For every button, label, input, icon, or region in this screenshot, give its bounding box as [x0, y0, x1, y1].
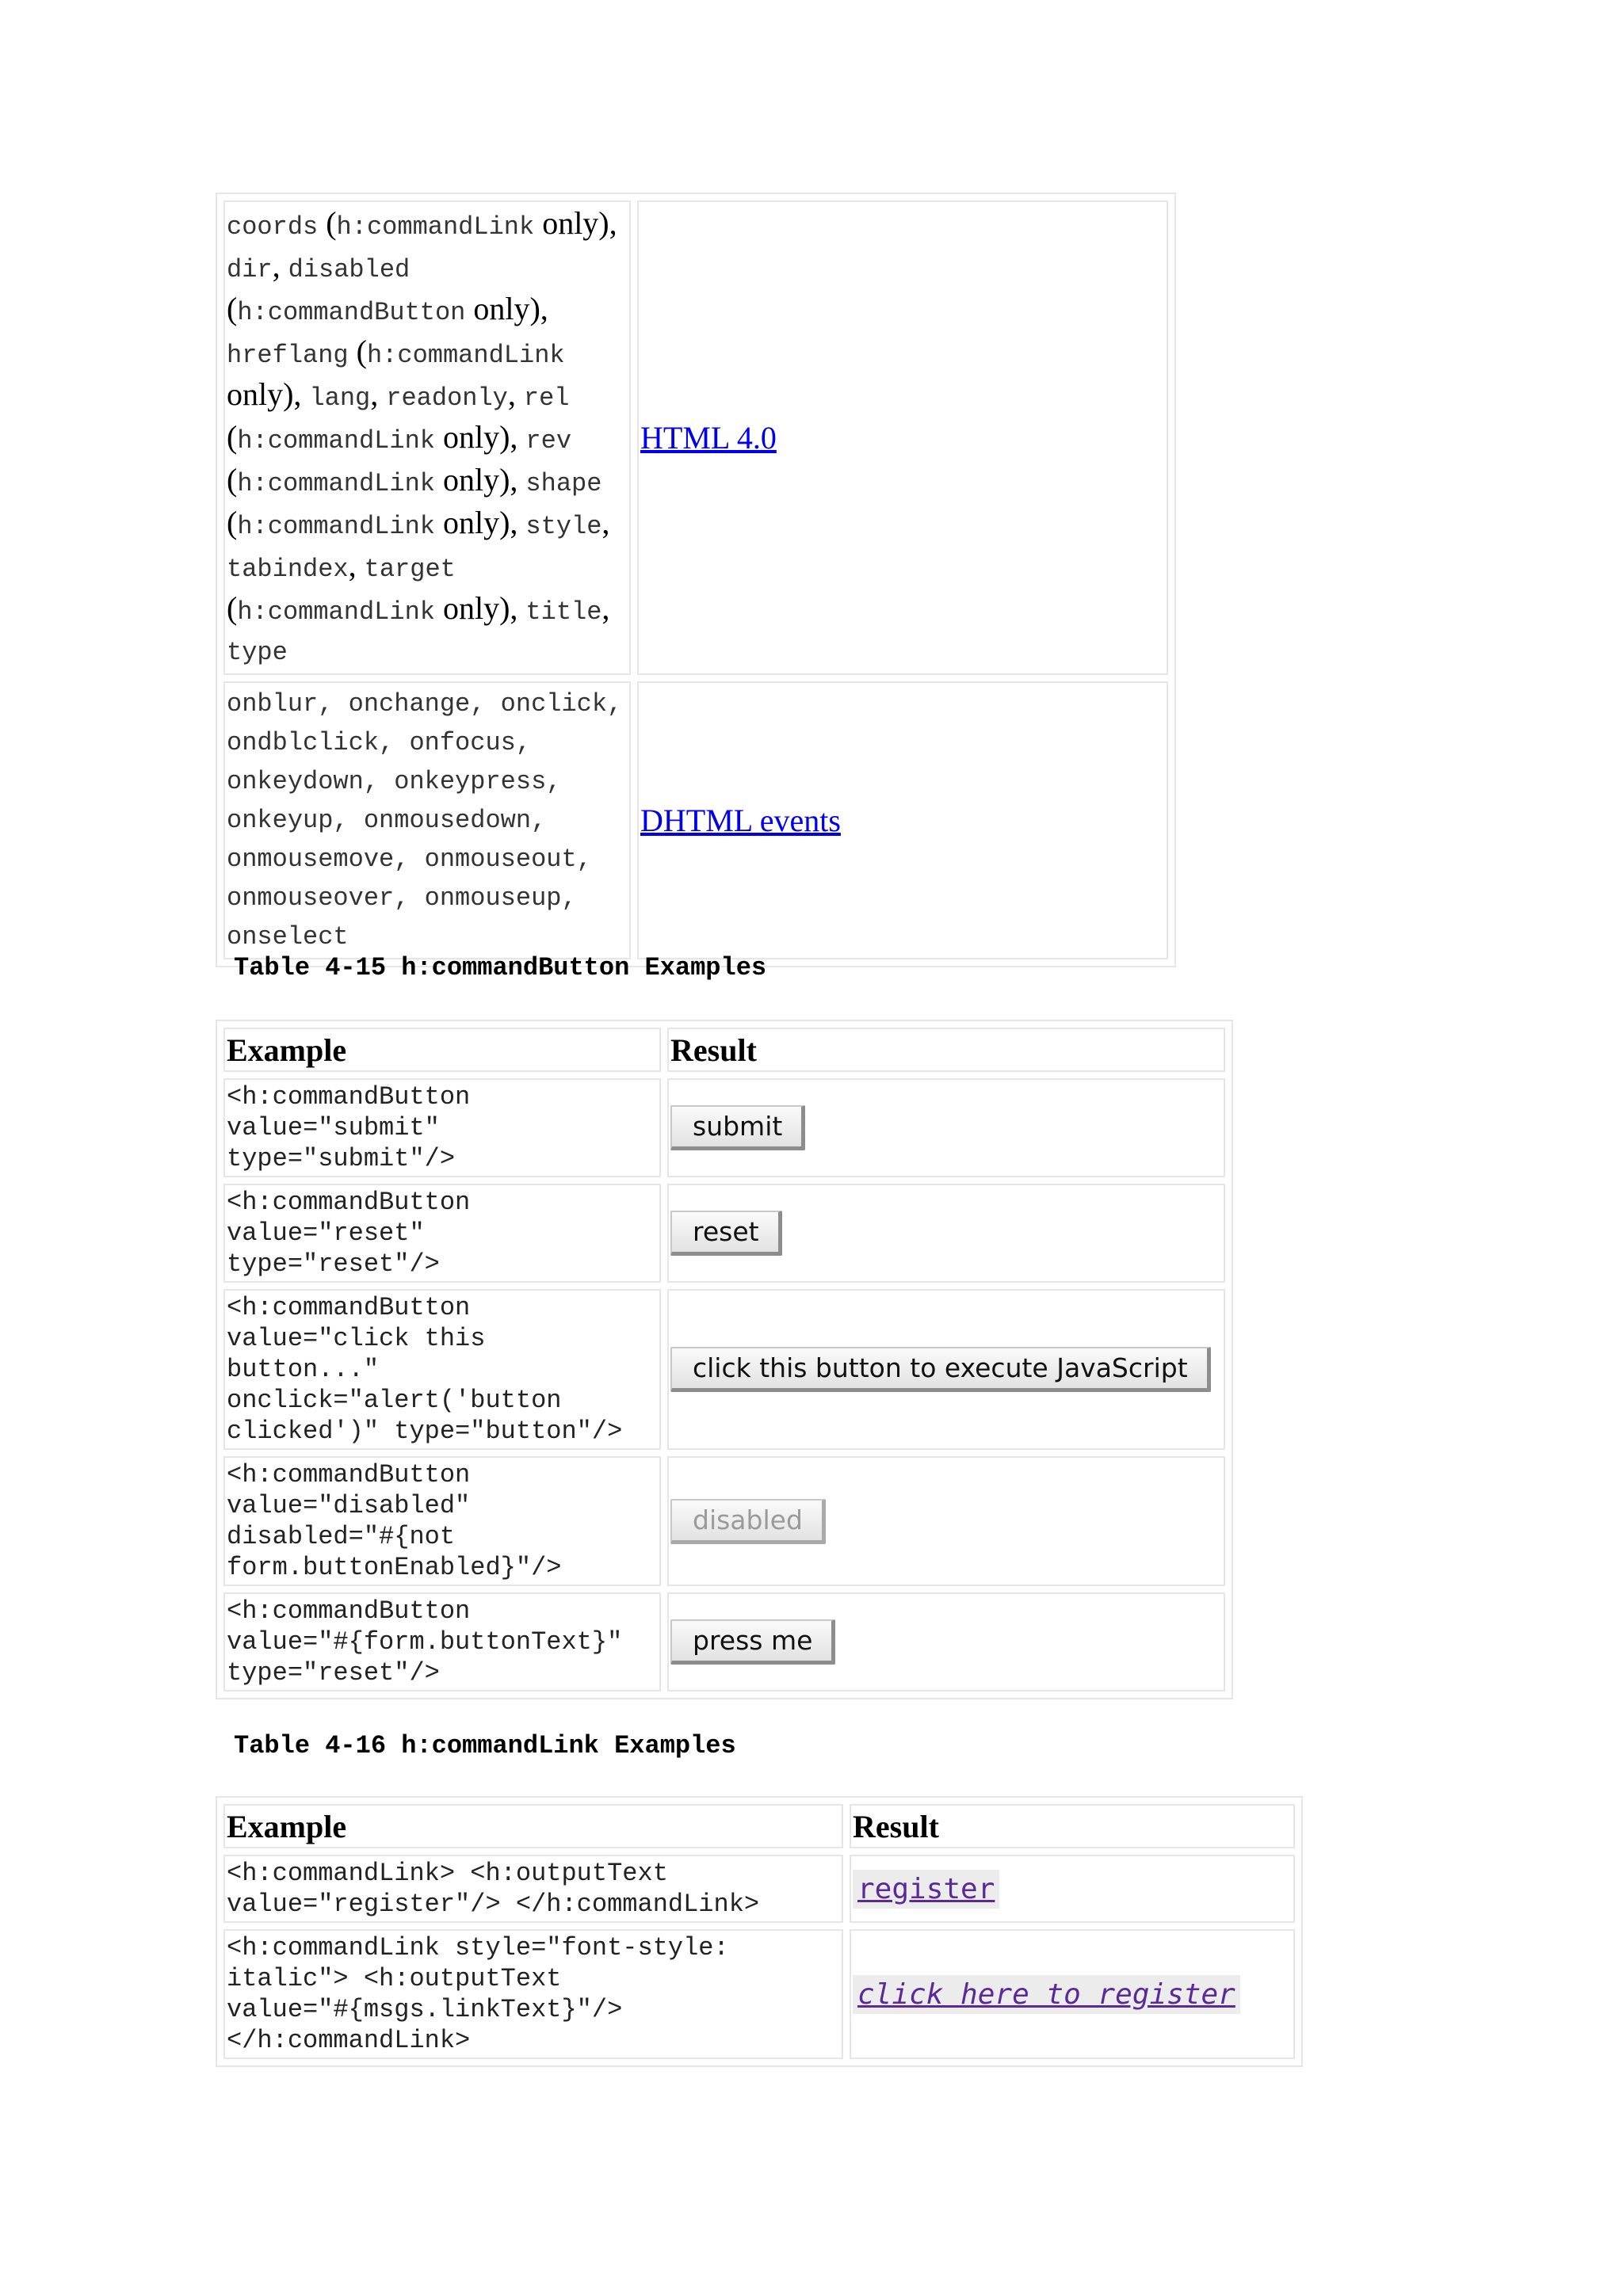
- attribute-name: style: [525, 512, 602, 541]
- attribute-name: h:commandLink: [366, 341, 565, 370]
- table-caption-4-15: Table 4-15 h:commandButton Examples: [234, 953, 767, 982]
- attribute-separator: only),: [465, 291, 548, 326]
- example-code: <h:commandButton value="reset" type="reset"/>: [223, 1184, 661, 1283]
- attribute-name: shape: [525, 469, 602, 498]
- attribute-separator: (: [348, 334, 367, 369]
- result-cell: [667, 1078, 1225, 1177]
- commandbutton-examples-table: [216, 1020, 1233, 1699]
- attribute-name: rel: [523, 383, 570, 413]
- result-cell: [667, 1184, 1225, 1283]
- attribute-name: h:commandLink: [237, 469, 435, 498]
- attribute-separator: ,: [601, 590, 610, 626]
- attribute-name: target: [364, 555, 456, 584]
- table-row: [223, 1855, 1295, 1923]
- attribute-separator: ,: [348, 547, 365, 583]
- table-row: [223, 681, 1168, 959]
- register-link[interactable]: register: [853, 1870, 999, 1909]
- table-row: [223, 1929, 1295, 2059]
- attribute-separator: (: [227, 291, 238, 326]
- column-header-example: Example: [223, 1028, 661, 1072]
- attribute-separator: (: [318, 205, 337, 241]
- attribute-separator: only),: [434, 505, 526, 540]
- attribute-separator: ,: [272, 248, 288, 284]
- attribute-name: type: [227, 638, 288, 667]
- attribute-name: dir: [227, 255, 273, 284]
- reset-button[interactable]: reset: [670, 1211, 782, 1256]
- attribute-separator: only),: [434, 419, 526, 455]
- result-cell: [850, 1855, 1295, 1923]
- attribute-separator: only),: [434, 462, 526, 498]
- attributes-list: [227, 204, 628, 672]
- event-attributes-list: onblur, onchange, onclick, ondblclick, onfocus, onkeydown, onkeypress, onkeyup, onmousedown, onmousemove, onmouseout, onmouseover, onmouseup, onselect: [227, 689, 623, 952]
- attribute-name: coords: [227, 212, 319, 242]
- attribute-name: tabindex: [227, 555, 349, 584]
- table-row: [223, 200, 1168, 675]
- attribute-name: h:commandLink: [237, 426, 435, 456]
- attribute-name: hreflang: [227, 341, 349, 370]
- attribute-name: disabled: [288, 255, 411, 284]
- spec-cell: [637, 200, 1168, 675]
- attributes-cell-events: [223, 681, 631, 959]
- attribute-separator: only),: [534, 205, 617, 241]
- example-code: <h:commandLink> <h:outputText value="register"/> </h:commandLink>: [223, 1855, 843, 1923]
- table-row: [223, 1592, 1225, 1691]
- attribute-separator: (: [227, 419, 238, 455]
- attribute-name: lang: [309, 383, 371, 413]
- press-me-button[interactable]: press me: [670, 1619, 835, 1665]
- table-caption-4-16: Table 4-16 h:commandLink Examples: [234, 1731, 736, 1760]
- attribute-separator: ,: [507, 376, 524, 412]
- table-row: [223, 1078, 1225, 1177]
- example-code: <h:commandButton value="click this button..." onclick="alert('button clicked')" type="button"/>: [223, 1289, 661, 1450]
- table-row: [223, 1184, 1225, 1283]
- example-code: <h:commandLink style="font-style: italic"> <h:outputText value="#{msgs.linkText}"/> </h:commandLink>: [223, 1929, 843, 2059]
- result-cell: [667, 1592, 1225, 1691]
- attribute-separator: ,: [601, 505, 610, 540]
- attribute-name: readonly: [386, 383, 508, 413]
- column-header-result: Result: [667, 1028, 1225, 1072]
- click-here-to-register-link[interactable]: click here to register: [853, 1975, 1240, 2014]
- attribute-name: h:commandLink: [336, 212, 535, 242]
- attribute-separator: (: [227, 462, 238, 498]
- submit-button[interactable]: submit: [670, 1105, 805, 1150]
- dhtml-events-link[interactable]: DHTML events: [640, 803, 841, 838]
- attributes-table: [216, 193, 1176, 967]
- result-cell: [667, 1456, 1225, 1586]
- table-row: [223, 1456, 1225, 1586]
- attribute-separator: ,: [370, 376, 387, 412]
- table-row: [223, 1289, 1225, 1450]
- attributes-cell-basic: [223, 200, 631, 675]
- result-cell: [667, 1289, 1225, 1450]
- attribute-separator: (: [227, 505, 238, 540]
- column-header-result: Result: [850, 1804, 1295, 1848]
- attribute-name: title: [525, 597, 602, 627]
- html40-link[interactable]: HTML 4.0: [640, 420, 777, 456]
- javascript-button[interactable]: click this button to execute JavaScript: [670, 1347, 1211, 1392]
- attribute-name: rev: [525, 426, 572, 456]
- result-cell: [850, 1929, 1295, 2059]
- attribute-separator: (: [227, 590, 238, 626]
- spec-cell: [637, 681, 1168, 959]
- attribute-name: h:commandLink: [237, 597, 435, 627]
- example-code: <h:commandButton value="#{form.buttonText}" type="reset"/>: [223, 1592, 661, 1691]
- table-header-row: [223, 1804, 1295, 1848]
- table-header-row: [223, 1028, 1225, 1072]
- example-code: <h:commandButton value="disabled" disabled="#{not form.buttonEnabled}"/>: [223, 1456, 661, 1586]
- attribute-name: h:commandLink: [237, 512, 435, 541]
- attribute-name: h:commandButton: [237, 298, 466, 327]
- commandlink-examples-table: [216, 1796, 1303, 2067]
- attribute-separator: only),: [434, 590, 526, 626]
- column-header-example: Example: [223, 1804, 843, 1848]
- example-code: <h:commandButton value="submit" type="submit"/>: [223, 1078, 661, 1177]
- attribute-separator: only),: [227, 376, 310, 412]
- disabled-button: disabled: [670, 1499, 826, 1544]
